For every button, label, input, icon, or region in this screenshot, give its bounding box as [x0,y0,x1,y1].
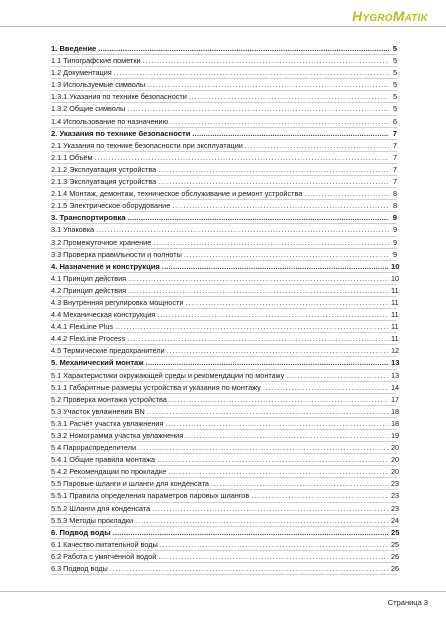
toc-entry[interactable] [51,309,397,321]
toc-entry-page: 9 [392,237,397,247]
toc-entry[interactable] [51,140,397,152]
toc-leader-dots [115,321,389,333]
toc-entry-title: 5.2 Проверка монтажа устройства [51,394,167,404]
toc-entry-title: 2.1 Указания по технике безопасности при эксплуатации [51,140,243,150]
toc-entry-page: 7 [392,164,397,174]
toc-leader-dots [165,418,389,430]
toc-chapter-entry[interactable] [51,212,397,224]
table-of-contents [51,43,400,575]
toc-entry-title: 2. Указания по технике безопасности [51,128,191,138]
toc-leader-dots [127,333,389,345]
toc-entry-page: 13 [391,370,400,380]
toc-entry[interactable] [51,176,397,188]
toc-entry-title: 3. Транспортировка [51,213,126,223]
toc-entry[interactable] [51,103,397,115]
toc-entry-title: 5.3 Участок увлажнения BN [51,406,145,416]
toc-entry-page: 5 [392,56,397,66]
toc-entry-page: 10 [391,273,400,283]
toc-leader-dots [162,261,389,273]
toc-entry[interactable] [51,273,400,285]
toc-entry-page: 5 [392,104,397,114]
toc-leader-dots [95,152,389,164]
toc-leader-dots [153,237,389,249]
toc-entry-page: 12 [391,346,400,356]
toc-entry-page: 5 [392,92,397,102]
toc-entry-title: 5.3.2 Номограмма участка увлажнения [51,431,184,440]
toc-leader-dots [160,539,389,551]
toc-entry-title: 5.4.2 Рекомендации по прокладке [51,467,167,477]
toc-leader-dots [96,224,389,236]
toc-entry-title: 1.4 Использование по назначению [51,116,169,126]
toc-entry-title: 4.3 Внутренняя регулировка мощности [51,297,184,307]
header-divider [0,26,446,27]
toc-entry-title: 2.1.1 Объём [51,152,93,162]
toc-entry-page: 8 [392,189,397,199]
toc-entry-title: 1.2 Документация [51,68,112,78]
toc-entry-title: 5.5.2 Шланги для конденсата [51,503,151,513]
toc-entry[interactable] [51,285,397,297]
toc-entry-title: 5.5.1 Правила определения параметров паровых шлангов [51,491,250,501]
toc-entry[interactable] [51,224,397,236]
toc-chapter-entry[interactable] [51,261,400,273]
toc-leader-dots [167,345,389,357]
logo-text-atik: ATIK [404,13,428,24]
toc-leader-dots [128,212,389,224]
toc-leader-dots [192,128,389,140]
toc-leader-dots [185,297,389,309]
toc-entry-title: 5.3.1 Расчёт участка увлажнения [51,418,164,428]
toc-entry-title: 5.5.3 Методы прокладки [51,515,134,525]
toc-entry-page: 5 [392,44,397,53]
toc-leader-dots [146,357,389,369]
toc-chapter-entry[interactable] [51,357,400,369]
toc-entry-title: 1.1 Типографские пометки [51,56,141,66]
toc-entry-page: 23 [391,479,400,489]
toc-entry[interactable] [51,297,397,309]
toc-leader-dots [263,382,389,394]
hygromatik-logo [352,8,428,24]
toc-entry-title: 6. Подвод воды [51,527,111,537]
toc-entry-title: 5.1 Характеристики окружающей среды и рекомендации по монтажу [51,370,285,380]
toc-chapter-entry[interactable] [51,43,397,55]
toc-leader-dots [143,55,389,67]
toc-leader-dots [158,551,389,563]
toc-entry-title: 2.1.2 Эксплуатация устройства [51,164,157,174]
toc-entry-page: 20 [391,467,400,477]
toc-entry-page: 9 [392,213,397,223]
toc-entry-title: 3.3 Проверка правильности и полноты [51,249,182,259]
toc-entry-page: 7 [392,177,397,187]
toc-leader-dots [304,188,389,200]
toc-entry-title: 2.1.5 Электрическое оборудование [51,201,171,211]
toc-entry[interactable] [51,345,400,357]
logo-letter-m: M [392,8,405,24]
toc-entry[interactable] [51,188,397,200]
toc-entry-page: 23 [391,503,400,513]
toc-entry-page: 10 [391,261,400,271]
toc-entry-title: 4.4.2 FlexLine Process [51,334,126,344]
toc-entry[interactable] [51,563,400,575]
toc-leader-dots [128,273,389,285]
toc-entry-page: 14 [391,382,400,392]
toc-entry-title: 1.3.1 Указания по технике безопасности [51,92,187,102]
toc-entry[interactable] [51,418,400,430]
toc-entry[interactable] [51,515,400,527]
toc-entry[interactable] [51,152,397,164]
toc-leader-dots [172,200,389,212]
toc-leader-dots [152,503,389,515]
toc-entry-title: 4.4 Механическая конструкция [51,310,156,320]
toc-entry-title: 3.1 Упаковка [51,225,95,235]
toc-entry-page: 11 [391,297,399,307]
toc-entry-page: 11 [391,334,399,344]
toc-entry[interactable] [51,249,397,261]
toc-leader-dots [185,430,389,442]
toc-entry[interactable] [51,454,400,466]
toc-entry-page: 23 [391,491,400,501]
toc-entry-page: 20 [391,443,400,453]
toc-entry-page: 5 [392,80,397,90]
toc-leader-dots [157,309,389,321]
toc-entry-page: 18 [391,406,400,416]
toc-entry-page: 7 [392,140,397,150]
toc-entry[interactable] [51,478,400,490]
toc-leader-dots [114,67,389,79]
toc-leader-dots [127,103,389,115]
toc-entry-title: 1.3 Используемые символы [51,80,146,90]
toc-entry-title: 4.4.1 FlexLine Plus [51,322,114,332]
toc-entry-title: 4. Назначение и конструкция [51,261,160,271]
toc-entry[interactable] [51,164,397,176]
toc-entry[interactable] [51,55,397,67]
toc-entry[interactable] [51,490,400,502]
toc-entry-title: 5. Механический монтаж [51,358,144,368]
toc-entry[interactable] [51,200,397,212]
toc-entry[interactable] [51,503,400,515]
toc-entry[interactable] [51,394,400,406]
toc-entry-page: 18 [391,418,400,428]
toc-leader-dots [110,563,389,575]
toc-leader-dots [135,515,389,527]
toc-entry-title: 6.3 Подвод воды [51,564,108,574]
toc-entry[interactable] [51,116,397,128]
toc-entry-page: 9 [392,249,397,259]
toc-entry-page: 13 [391,358,400,368]
toc-entry-page: 9 [392,225,397,235]
toc-entry-page: 11 [391,322,399,332]
toc-entry[interactable] [51,442,400,454]
toc-entry-page: 6 [392,116,397,126]
toc-entry-title: 5.1.1 Габаритные размеры устройства и указания по монтажу [51,382,261,392]
logo-text-ygro: YGRO [362,13,393,24]
toc-entry[interactable] [51,91,397,103]
toc-entry-page: 7 [392,152,397,162]
toc-leader-dots [98,43,389,55]
toc-entry-page: 5 [392,68,397,78]
toc-leader-dots [158,176,389,188]
toc-entry-page: 26 [391,564,400,574]
toc-leader-dots [286,370,389,382]
toc-entry[interactable] [51,237,397,249]
toc-leader-dots [169,394,389,406]
toc-entry-page: 25 [391,539,400,549]
toc-leader-dots [113,527,389,539]
toc-leader-dots [138,442,389,454]
toc-entry-page: 7 [392,128,397,138]
toc-entry-title: 2.1.4 Монтаж, демонтаж, техническое обслуживание и ремонт устройства [51,189,303,199]
toc-entry[interactable] [51,551,400,563]
toc-entry-title: 6.1 Качество питательной воды [51,539,158,549]
toc-entry[interactable] [51,382,400,394]
toc-entry-title: 1.3.2 Общие символы [51,104,126,114]
toc-entry[interactable] [51,321,397,333]
toc-leader-dots [251,490,389,502]
toc-entry-page: 20 [391,455,400,465]
toc-leader-dots [147,79,389,91]
toc-entry-title: 3.2 Промежуточное хранение [51,237,152,247]
toc-entry-title: 2.1.3 Эксплуатация устройства [51,177,157,187]
toc-entry[interactable] [51,67,397,79]
toc-entry[interactable] [51,79,397,91]
logo-letter-h: H [352,8,363,24]
page-number: Страница 3 [387,598,428,607]
toc-entry[interactable] [51,466,400,478]
toc-leader-dots [189,91,389,103]
toc-entry-page: 24 [391,515,400,525]
toc-leader-dots [147,406,389,418]
toc-entry-title: 4.5 Термические предохранители [51,346,165,356]
toc-leader-dots [184,249,389,261]
toc-entry[interactable] [51,370,400,382]
toc-entry-page: 17 [391,394,400,404]
toc-leader-dots [245,140,389,152]
toc-chapter-entry[interactable] [51,527,400,539]
toc-entry-page: 11 [391,285,399,295]
toc-leader-dots [158,164,389,176]
toc-entry-title: 4.1 Принцип действия [51,273,127,283]
toc-leader-dots [157,454,389,466]
toc-entry-page: 11 [391,310,399,320]
toc-entry[interactable] [51,430,400,442]
toc-entry-title: 5.4 Парораспределители [51,443,137,453]
footer-divider [0,591,446,592]
toc-entry[interactable] [51,539,400,551]
toc-chapter-entry[interactable] [51,128,397,140]
toc-entry-page: 8 [392,201,397,211]
toc-entry-page: 25 [391,527,400,537]
toc-entry-page: 19 [391,431,400,440]
toc-entry-title: 5.5 Паровые шланги и шланги для конденсата [51,479,209,489]
toc-entry[interactable] [51,406,400,418]
toc-leader-dots [128,285,389,297]
toc-entry-title: 6.2 Работа с умягчённой водой [51,551,157,561]
toc-entry-title: 4.2 Принцип действия [51,285,127,295]
toc-leader-dots [170,116,389,128]
toc-leader-dots [211,478,389,490]
toc-entry-title: 5.4.1 Общие правила монтажа [51,455,156,465]
toc-entry[interactable] [51,333,397,345]
toc-leader-dots [168,466,389,478]
toc-entry-title: 1. Введение [51,44,97,53]
toc-entry-page: 26 [391,551,400,561]
